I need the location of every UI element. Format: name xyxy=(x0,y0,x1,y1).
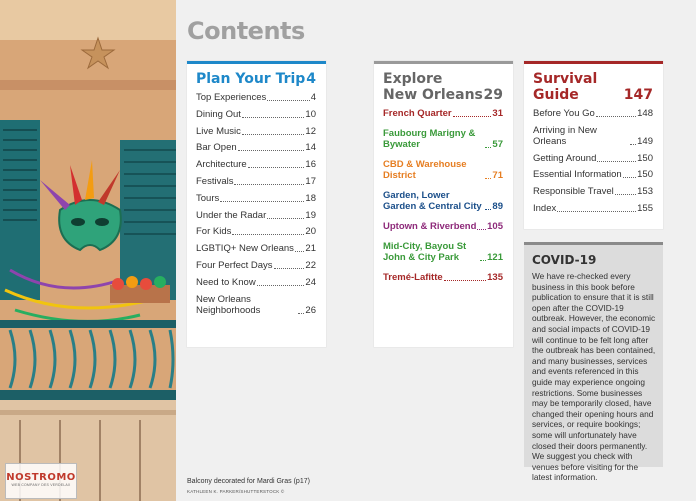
leader-dots xyxy=(477,229,486,230)
toc-item-label: CBD & Warehouse District xyxy=(383,159,467,181)
section-page: 147 xyxy=(623,87,653,103)
toc-item-page: 22 xyxy=(305,259,316,271)
toc-item[interactable] xyxy=(196,176,316,187)
toc-item[interactable] xyxy=(383,159,503,181)
publisher-logo xyxy=(5,463,77,499)
leader-dots xyxy=(557,211,636,212)
leader-dots xyxy=(220,201,304,202)
toc-item-page: 153 xyxy=(637,186,653,198)
section-title-line2: Guide xyxy=(533,87,579,103)
leader-dots xyxy=(485,209,491,210)
leader-dots xyxy=(623,177,636,178)
toc-item[interactable] xyxy=(383,190,503,212)
section-title: Plan Your Trip xyxy=(196,71,306,87)
covid-body: We have re-checked every business in this book before publication to ensure that it is still open after the COVID-19 outbreak. However, the economic and social impacts of COVID-19 will continue to be felt long after the outbreak has been contained, and many businesses, services and events referenced in this guide may experience ongoing restrictions. Some businesses may be temporarily closed, have changed their opening hours and services, or require bookings; some will unfortunately have closed their doors permanently. We suggest you check with venues before visiting for the latest information. xyxy=(532,271,656,483)
toc-item-page: 89 xyxy=(492,201,503,212)
balcony-illustration xyxy=(0,0,176,501)
toc-item[interactable] xyxy=(196,243,316,254)
toc-item-label: Arriving in New Orleans xyxy=(533,124,597,147)
toc-item[interactable] xyxy=(533,186,653,197)
toc-item-label: Need to Know xyxy=(196,276,256,288)
toc-item[interactable] xyxy=(383,108,503,119)
leader-dots xyxy=(615,194,636,195)
leader-dots xyxy=(232,234,304,235)
toc-item[interactable] xyxy=(383,272,503,283)
section-page: 4 xyxy=(306,71,316,87)
toc-item-label: Before You Go xyxy=(533,108,595,119)
toc-item-label: New Orleans Neighborhoods xyxy=(196,293,261,316)
toc-item[interactable] xyxy=(196,294,316,316)
toc-item-page: 14 xyxy=(305,142,316,154)
leader-dots xyxy=(298,313,304,314)
toc-item-label: Faubourg Marigny & Bywater xyxy=(383,128,476,150)
balcony-photo xyxy=(0,0,176,501)
toc-item-label: Under the Radar xyxy=(196,209,267,221)
toc-list xyxy=(187,92,326,316)
toc-item-page: 148 xyxy=(637,108,653,119)
toc-item-page: 57 xyxy=(492,139,503,150)
toc-item-page: 17 xyxy=(305,175,316,187)
toc-item-page: 16 xyxy=(305,159,316,171)
toc-item-page: 19 xyxy=(305,209,316,221)
section-title xyxy=(383,71,483,103)
section-title-line1: Explore xyxy=(383,71,443,87)
toc-item-page: 105 xyxy=(487,221,503,232)
toc-item-page: 155 xyxy=(637,202,653,214)
leader-dots xyxy=(267,218,304,219)
toc-item-label: Garden, Lower Garden & Central City xyxy=(383,190,482,212)
leader-dots xyxy=(485,147,491,148)
toc-item[interactable] xyxy=(196,226,316,237)
toc-item[interactable] xyxy=(533,203,653,214)
toc-item-page: 135 xyxy=(487,272,503,283)
toc-item-label: Tours xyxy=(196,192,220,204)
toc-item-label: Top Experiences xyxy=(196,92,267,103)
toc-item[interactable] xyxy=(196,260,316,271)
plan-your-trip-section xyxy=(187,61,326,347)
leader-dots xyxy=(234,184,304,185)
toc-item[interactable] xyxy=(196,159,316,170)
leader-dots xyxy=(267,100,309,101)
toc-item[interactable] xyxy=(196,126,316,137)
leader-dots xyxy=(248,167,305,168)
toc-item[interactable] xyxy=(533,169,653,180)
leader-dots xyxy=(444,280,486,281)
leader-dots xyxy=(480,260,486,261)
toc-item[interactable] xyxy=(196,193,316,204)
toc-item-page: 150 xyxy=(637,169,653,181)
photo-caption: Balcony decorated for Mardi Gras (p17) xyxy=(187,478,310,485)
toc-item[interactable] xyxy=(196,277,316,288)
toc-item-label: Dining Out xyxy=(196,108,241,120)
toc-item-page: 149 xyxy=(637,135,653,147)
toc-item-label: Tremé-Lafitte xyxy=(383,272,443,283)
toc-item-label: Responsible Travel xyxy=(533,186,614,198)
section-header xyxy=(187,64,326,92)
leader-dots xyxy=(242,134,305,135)
covid-title: COVID-19 xyxy=(532,253,597,267)
toc-item[interactable] xyxy=(383,128,503,150)
page-title: Contents xyxy=(187,17,305,45)
leader-dots xyxy=(596,116,636,117)
leader-dots xyxy=(485,178,491,179)
leader-dots xyxy=(238,150,305,151)
toc-item-label: Festivals xyxy=(196,175,234,187)
toc-item-page: 31 xyxy=(492,108,503,119)
toc-item[interactable] xyxy=(196,142,316,153)
section-title xyxy=(533,71,597,103)
leader-dots xyxy=(295,251,304,252)
section-title-line1: Survival xyxy=(533,71,598,87)
leader-dots xyxy=(257,285,305,286)
toc-item[interactable] xyxy=(383,241,503,263)
toc-item[interactable] xyxy=(196,210,316,221)
leader-dots xyxy=(630,144,636,145)
toc-item-label: For Kids xyxy=(196,226,232,238)
toc-item[interactable] xyxy=(533,153,653,164)
explore-section xyxy=(374,61,513,347)
toc-item-page: 10 xyxy=(305,108,316,120)
toc-item-page: 24 xyxy=(305,276,316,288)
toc-item-label: Live Music xyxy=(196,125,241,137)
toc-list xyxy=(374,108,513,283)
toc-item[interactable] xyxy=(383,221,503,232)
toc-item-label: LGBTIQ+ New Orleans xyxy=(196,243,294,255)
survival-guide-section xyxy=(524,61,663,229)
toc-item-page: 21 xyxy=(305,243,316,255)
toc-item-page: 26 xyxy=(305,304,316,316)
toc-item-label: Index xyxy=(533,202,557,214)
leader-dots xyxy=(274,268,305,269)
section-page: 29 xyxy=(483,87,503,103)
toc-item-label: Architecture xyxy=(196,159,247,171)
section-header xyxy=(374,64,513,108)
leader-dots xyxy=(242,117,305,118)
logo-tagline: WEB COMPANY DES VERDELAX xyxy=(11,483,71,487)
toc-item[interactable] xyxy=(196,92,316,103)
toc-item-page: 18 xyxy=(305,192,316,204)
leader-dots xyxy=(453,116,492,117)
toc-item[interactable] xyxy=(196,109,316,120)
toc-item-label: Essential Information xyxy=(533,169,622,181)
logo-text: NOSTROMO xyxy=(6,472,76,483)
toc-item-page: 4 xyxy=(310,92,316,103)
toc-item-label: Four Perfect Days xyxy=(196,259,273,271)
toc-item-page: 71 xyxy=(492,170,503,181)
toc-item-label: Uptown & Riverbend xyxy=(383,221,477,232)
photo-credit: KATHLEEN K. PARKER/SHUTTERSTOCK © xyxy=(187,489,285,494)
toc-item-label: Mid-City, Bayou St John & City Park xyxy=(383,241,467,263)
toc-list xyxy=(524,108,663,214)
section-header xyxy=(524,64,663,108)
toc-item-page: 150 xyxy=(637,152,653,164)
toc-item-label: Getting Around xyxy=(533,152,597,164)
covid-notice xyxy=(524,242,663,483)
leader-dots xyxy=(597,161,636,162)
toc-item-page: 20 xyxy=(305,226,316,238)
toc-item-page: 121 xyxy=(487,252,503,263)
toc-item-label: French Quarter xyxy=(383,108,452,119)
toc-item[interactable] xyxy=(533,125,653,147)
toc-item-page: 12 xyxy=(305,125,316,137)
section-title-line2: New Orleans xyxy=(383,87,483,103)
toc-item-label: Bar Open xyxy=(196,142,237,154)
toc-item[interactable] xyxy=(533,108,653,119)
